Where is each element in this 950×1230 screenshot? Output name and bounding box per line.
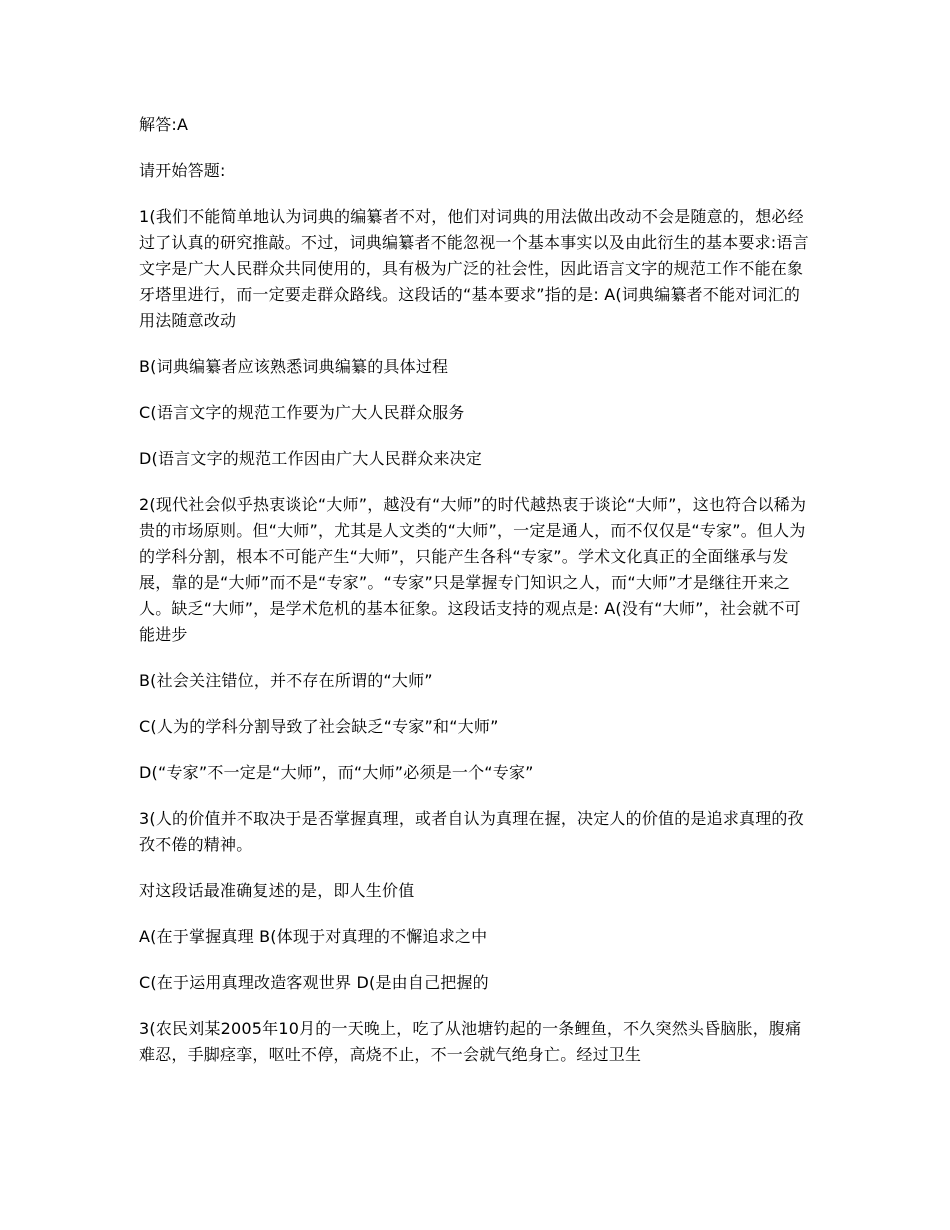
question-1-option-b: B(词典编纂者应该熟悉词典编纂的具体过程: [139, 357, 449, 376]
question-1-option-c: C(语言文字的规范工作要为广大人民群众服务: [139, 403, 465, 422]
question-3-prompt: 对这段话最准确复述的是，即人生价值: [139, 881, 415, 900]
start-prompt: 请开始答题:: [139, 161, 226, 180]
question-3: 3(人的价值并不取决于是否掌握真理，或者自认为真理在握，决定人的价值的是追求真理的孜孜不倦的精神。: [139, 809, 804, 854]
question-4: 3(农民刘某2005年10月的一天晚上，吃了从池塘钓起的一条鲤鱼，不久突然头昏脑胀，腹痛难忍，手脚痉挛，呕吐不停，高烧不止，不一会就气绝身亡。经过卫生: [139, 1019, 802, 1064]
question-2-option-d: D(“专家”不一定是“大师”，而“大师”必须是一个“专家”: [139, 763, 534, 782]
question-1-option-d: D(语言文字的规范工作因由广大人民群众来决定: [139, 449, 482, 468]
document-page: [139, 112, 815, 1088]
question-2-option-c: C(人为的学科分割导致了社会缺乏“专家”和“大师”: [139, 717, 499, 736]
question-2: 2(现代社会似乎热衷谈论“大师”，越没有“大师”的时代越热衷于谈论“大师”，这也符合以稀为贵的市场原则。但“大师”，尤其是人文类的“大师”，一定是通人，而不仅仅是“专家”。但人为的学科分割，根本不可能产生“大师”，只能产生各科“专家”。学术文化真正的全面继承与发展，靠的是“大师”而不是“专家”。“专家”只是掌握专门知识之人，而“大师”才是继往开来之人。缺乏“大师”，是学术危机的基本征象。这段话支持的观点是: A(没有“大师”，社会就不可能进步: [139, 495, 807, 644]
question-2-option-b: B(社会关注错位，并不存在所谓的“大师”: [139, 671, 433, 690]
answer-line: 解答:A: [139, 115, 189, 134]
question-3-options-ab: A(在于掌握真理 B(体现于对真理的不懈追求之中: [139, 927, 488, 946]
question-3-options-cd: C(在于运用真理改造客观世界 D(是由自己把握的: [139, 973, 489, 992]
question-1: 1(我们不能简单地认为词典的编纂者不对，他们对词典的用法做出改动不会是随意的，想必经过了认真的研究推敲。不过，词典编纂者不能忽视一个基本事实以及由此衍生的基本要求:语言文字是广大人民群众共同使用的，具有极为广泛的社会性，因此语言文字的规范工作不能在象牙塔里进行，而一定要走群众路线。这段话的“基本要求”指的是: A(词典编纂者不能对词汇的用法随意改动: [139, 207, 809, 330]
